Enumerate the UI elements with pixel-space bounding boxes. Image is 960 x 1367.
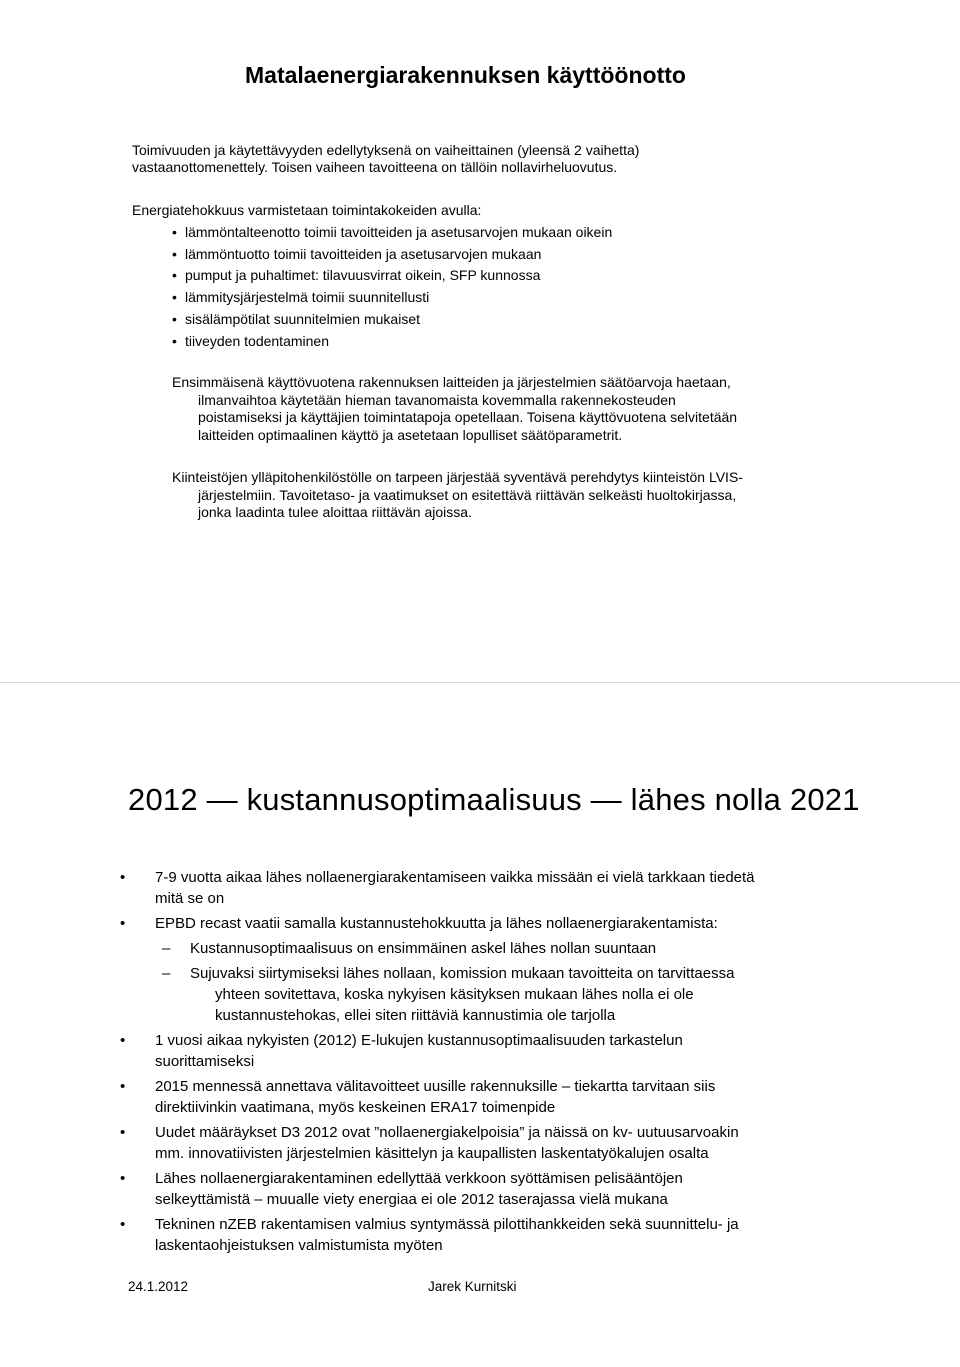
- list-item: • Tekninen nZEB rakentamisen valmius syntymässä pilottihankkeiden sekä suunnittelu- ja laskentaohjeistuksen valmistumista myöten: [120, 1216, 739, 1254]
- slide-1-title: Matalaenergiarakennuksen käyttöönotto: [245, 62, 686, 88]
- slide-2-list: [120, 867, 840, 1260]
- bullet-icon: •: [172, 310, 177, 327]
- list-item: • lämmitysjärjestelmä toimii suunnitellusti: [172, 287, 612, 309]
- list-item: • tiiveyden todentaminen: [172, 331, 612, 353]
- list-item: • 7-9 vuotta aikaa lähes nollaenergiarakentamiseen vaikka missään ei vielä tarkkaan tiedetä mitä se on: [120, 869, 755, 907]
- paragraph-commissioning: Ensimmäisenä käyttövuotena rakennuksen laitteiden ja järjestelmien säätöarvoja haetaan, ilmanvaihtoa käytetään hieman tavanomaista kovemmalla rakennekosteuden poistamiseksi ja käyttäjien toimintatapoja opetellaan. Toisena käyttövuotena selvitetään laitteiden optimaalinen käyttö ja asetetaan lopulliset säätöparametrit.: [172, 374, 738, 443]
- checks-list: [172, 222, 612, 352]
- bullet-icon: •: [172, 332, 177, 349]
- list-item: • pumput ja puhaltimet: tilavuusvirrat oikein, SFP kunnossa: [172, 265, 612, 287]
- bullet-icon: •: [120, 1170, 126, 1187]
- intro-line-2: vastaanottomenettely. Toisen vaiheen tavoitteena on tällöin nollavirheluovutus.: [132, 159, 618, 175]
- list-item: • EPBD recast vaatii samalla kustannustehokkuutta ja lähes nollaenergiarakentamista:: [120, 915, 718, 932]
- bullet-icon: •: [120, 915, 126, 932]
- list-item: • 1 vuosi aikaa nykyisten (2012) E-lukujen kustannusoptimaalisuuden tarkastelun suorittamiseksi: [120, 1032, 683, 1070]
- footer-author: Jarek Kurnitski: [428, 1279, 517, 1294]
- list-item: • Lähes nollaenergiarakentaminen edellyttää verkkoon syöttämisen pelisääntöjen selkeyttämistä – muualle viety energiaa ei ole 2012 taserajassa vielä mukana: [120, 1170, 683, 1208]
- list-item: • lämmöntalteenotto toimii tavoitteiden ja asetusarvojen mukaan oikein: [172, 222, 612, 244]
- bullet-icon: •: [120, 1124, 126, 1141]
- paragraph-maintenance: Kiinteistöjen ylläpitohenkilöstölle on tarpeen järjestää syventävä perehdytys kiinteistön LVIS- järjestelmiin. Tavoitetaso- ja vaatimukset on esitettävä riittävän selkeästi huoltokirjassa, jonka laadinta tulee aloittaa riittävän ajoissa.: [172, 469, 743, 520]
- lead-text: Energiatehokkuus varmistetaan toimintakokeiden avulla:: [132, 202, 482, 218]
- intro-line-1: Toimivuuden ja käytettävyyden edellytyksenä on vaiheittainen (yleensä 2 vaihetta): [132, 142, 640, 158]
- bullet-icon: •: [120, 1032, 126, 1049]
- list-item: • lämmöntuotto toimii tavoitteiden ja asetusarvojen mukaan: [172, 244, 612, 266]
- slide-2-title: 2012 — kustannusoptimaalisuus — lähes nolla 2021: [128, 782, 860, 817]
- list-item: • 2015 mennessä annettava välitavoitteet uusille rakennuksille – tiekartta tarvitaan siis direktiivinkin vaatimana, myös keskeinen ERA17 toimenpide: [120, 1078, 716, 1116]
- bullet-icon: •: [172, 245, 177, 262]
- sub-list-item: – Kustannusoptimaalisuus on ensimmäinen askel lähes nollan suuntaan: [162, 940, 657, 957]
- dash-icon: –: [162, 965, 171, 982]
- bullet-icon: •: [172, 224, 177, 240]
- sub-list-item: – Sujuvaksi siirtymiseksi lähes nollaan, komission mukaan tavoitteita on tarvittaessa yhteen sovitettava, koska nykyisen käsityksen mukaan lähes nolla ei ole kustannustehokas, ellei siten riittäviä kannustimia ole tarjolla: [162, 965, 735, 1024]
- list-item: • sisälämpötilat suunnitelmien mukaiset: [172, 309, 612, 331]
- bullet-icon: •: [172, 267, 177, 284]
- dash-icon: –: [162, 940, 171, 957]
- bullet-icon: •: [120, 1078, 126, 1095]
- slide-1: [0, 0, 960, 683]
- bullet-icon: •: [120, 869, 126, 886]
- footer-date: 24.1.2012: [128, 1279, 189, 1294]
- bullet-icon: •: [120, 1216, 126, 1233]
- list-item: • Uudet määräykset D3 2012 ovat ”nollaenergiakelpoisia” ja näissä on kv- uutuusarvoakin mm. innovatiivisten järjestelmien käsittelyn ja kaupallisten laskentatyökalujen osalta: [120, 1124, 739, 1162]
- bullet-icon: •: [172, 289, 177, 306]
